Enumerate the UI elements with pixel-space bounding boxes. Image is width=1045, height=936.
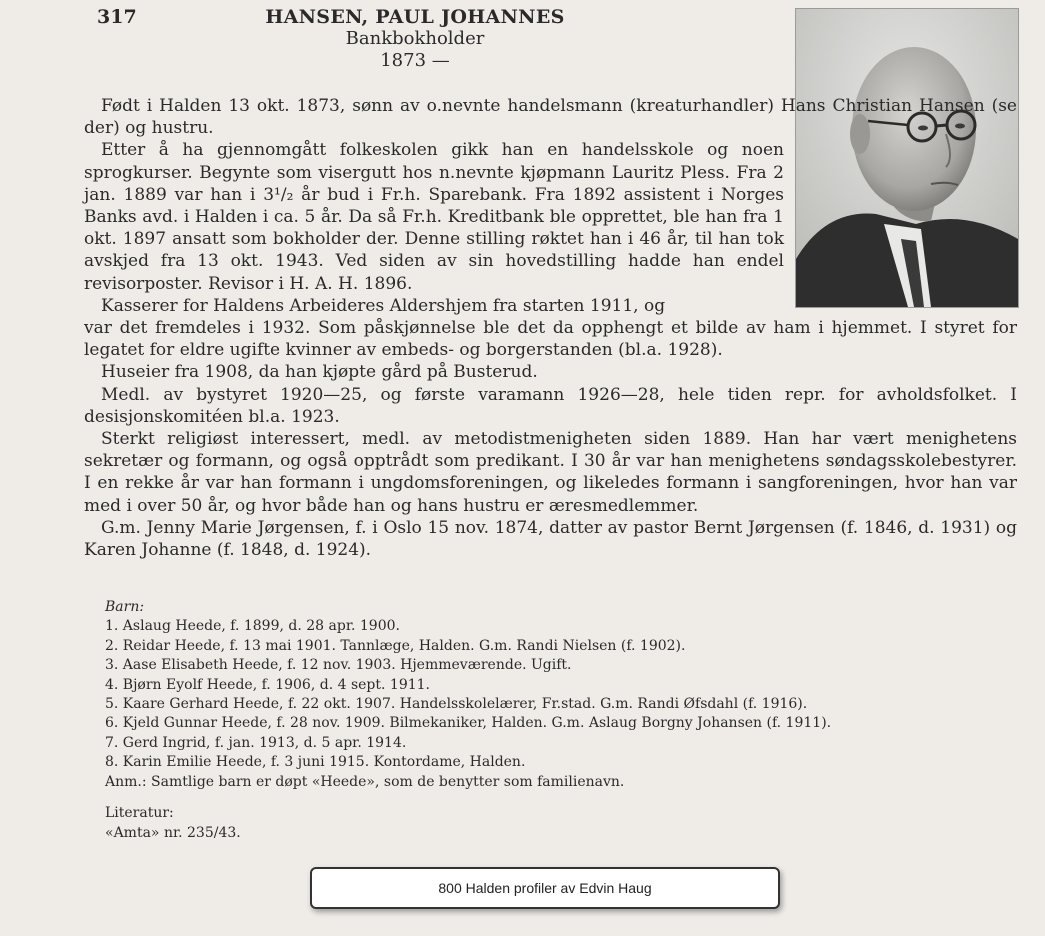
list-item: 3. Aase Elisabeth Heede, f. 12 nov. 1903. Hjemmeværende. Ugift. xyxy=(105,657,572,674)
list-item: 7. Gerd Ingrid, f. jan. 1913, d. 5 apr. 1914. xyxy=(105,734,407,751)
list-item: 2. Reidar Heede, f. 13 mai 1901. Tannlæge, Halden. G.m. Randi Nielsen (f. 1902). xyxy=(105,637,686,654)
biography-paragraph: Huseier fra 1908, da han kjøpte gård på Busterud. xyxy=(101,362,538,383)
biography-paragraph: var det fremdeles i 1932. Som påskjønnelse ble det da opphengt et bilde av ham i hjemmet. I styret for legatet for eldre ugifte kvinner av embeds- og borgerstanden (bl.a. 1928). xyxy=(84,318,1017,361)
biography-text xyxy=(84,95,1017,561)
literature-heading: Literatur: xyxy=(105,805,174,821)
person-name: HANSEN, PAUL JOHANNES xyxy=(265,6,565,28)
children-heading: Barn: xyxy=(105,599,145,615)
list-item: 5. Kaare Gerhard Heede, f. 22 okt. 1907. Handelsskolelærer, Fr.stad. G.m. Randi Øfsdahl (f. 1916). xyxy=(105,696,808,713)
list-item: 6. Kjeld Gunnar Heede, f. 28 nov. 1909. Bilmekaniker, Halden. G.m. Aslaug Borgny Johansen (f. 1911). xyxy=(105,715,832,732)
biography-paragraph: Sterkt religiøst interessert, medl. av metodistmenigheten siden 1889. Han har vært menighetens sekretær og formann, og også opptrådt som predikant. I 30 år var han menighetens søndagsskolebestyrer. I en rekke år var han formann i ungdomsforeningen, og likeledes formann i sangforeningen, hvor han var med i over 50 år, og hvor både han og hans hustru er æresmedlemmer. xyxy=(84,429,1017,516)
list-item: 1. Aslaug Heede, f. 1899, d. 28 apr. 1900. xyxy=(105,618,400,635)
person-occupation: Bankbokholder xyxy=(345,28,485,49)
biography-paragraph: Etter å ha gjennomgått folkeskolen gikk han en handelsskole og noen sprogkurser. Begynte som visergutt hos n.nevnte kjøpmann Lauritz Pless. Fra 2 jan. 1889 var han i 3¹/₂ år bud i Fr.h. Sparebank. Fra 1892 assistent i Norges Banks avd. i Halden i ca. 5 år. Da så Fr.h. Kreditbank ble opprettet, ble han fra 1 okt. 1897 ansatt som bokholder der. Denne stilling røktet han i 46 år, til han tok avskjed fra 13 okt. 1943. Ved siden av sin hovedstilling hadde han endel revisorposter. Revisor i H. A. H. 1896. xyxy=(84,140,784,294)
literature-item: «Amta» nr. 235/43. xyxy=(105,825,241,841)
literature-section xyxy=(105,803,241,843)
biography-paragraph: G.m. Jenny Marie Jørgensen, f. i Oslo 15 nov. 1874, datter av pastor Bernt Jørgensen (f. 1846, d. 1931) og Karen Johanne (f. 1848, d. 1924). xyxy=(84,517,1017,561)
list-item: 4. Bjørn Eyolf Heede, f. 1906, d. 4 sept. 1911. xyxy=(105,676,430,693)
footer-title-button[interactable]: 800 Halden profiler av Edvin Haug xyxy=(310,867,780,909)
list-item: 8. Karin Emilie Heede, f. 3 juni 1915. Kontordame, Halden. xyxy=(105,754,526,771)
biography-paragraph: Kasserer for Haldens Arbeideres Aldershjem fra starten 1911, og xyxy=(101,295,666,316)
children-list xyxy=(105,598,1005,792)
person-years: 1873 — xyxy=(380,50,450,71)
children-note: Anm.: Samtlige barn er døpt «Heede», som de benytter som familienavn. xyxy=(105,773,625,790)
entry-number: 317 xyxy=(97,6,137,28)
biography-paragraph: Født i Halden 13 okt. 1873, sønn av o.nevnte handelsmann (kreaturhandler) Hans Christian Hansen (se der) og hustru. xyxy=(84,96,1017,139)
biography-paragraph: Medl. av bystyret 1920—25, og første varamann 1926—28, hele tiden repr. for avholdsfolket. I desisjonskomitéen bl.a. 1923. xyxy=(84,384,1017,427)
entry-header xyxy=(230,6,600,72)
